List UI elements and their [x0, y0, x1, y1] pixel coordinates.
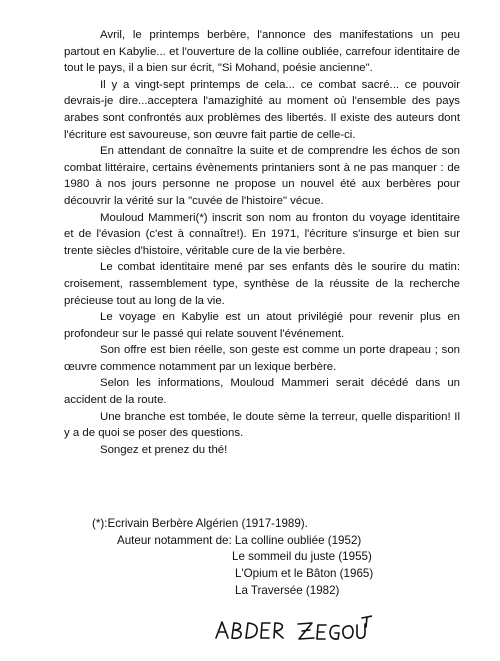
article-body — [64, 27, 460, 458]
paragraph-1: Avril, le printemps berbère, l'annonce des manifestations un peu partout en Kabylie... et l'ouverture de la colline oubliée, carrefour identitaire de tout le pays, il a bien sur écrit, "Si Mohand, poésie ancienne". — [64, 29, 460, 75]
footnote-work: Le sommeil du juste (1955) — [232, 550, 372, 564]
paragraph-9: Une branche est tombée, le doute sème la terreur, quelle disparition! Il y a de quoi se poser des questions. — [64, 410, 460, 440]
paragraph-3: En attendant de connaître la suite et de comprendre les échos de son combat littéraire, certains évènements printaniers sont à ne pas manquer : de 1980 à nos jours personne ne propose un nouvel été aux berbères pour découvrir la vérité sur la "cuvée de l'histoire" vécue. — [64, 145, 460, 207]
handwritten-signature — [212, 612, 372, 648]
paragraph-7: Son offre est bien réelle, son geste est comme un porte drapeau ; son œuvre commence notamment par un lexique berbère. — [64, 344, 460, 373]
paragraph-2: Il y a vingt-sept printemps de cela... ce combat sacré... ce pouvoir devrais-je dire...acceptera l'amazighité au moment où l'ensemble des pays arabes sont confrontés aux problèmes des libertés. Il existe des auteurs dont l'écriture est savoureuse, son œuvre fait partie de celle-ci. — [64, 78, 460, 141]
paragraph-6: Le voyage en Kabylie est un atout privilégié pour revenir plus en profondeur sur le passé qui relate souvent l'événement. — [64, 311, 460, 340]
paragraph-4: Mouloud Mammeri(*) inscrit son nom au fronton du voyage identitaire et de l'évasion (c'est à connaître!). En 1971, l'écriture s'insurge et bien sur trente siècles d'histoire, véritable cure de la vie berbère. — [64, 211, 460, 257]
footnote-intro: (*):Ecrivain Berbère Algérien (1917-1989). — [92, 517, 308, 530]
footnote-work: L'Opium et le Bâton (1965) — [235, 567, 374, 581]
footnote-author-line: Auteur notamment de: La colline oubliée (1952) — [117, 533, 362, 547]
paragraph-5: Le combat identitaire mené par ses enfants dès le sourire du matin: croisement, rassemblement type, synthèse de la réussite de la recherche précieuse tout au long de la vie. — [64, 261, 460, 307]
paragraph-8: Selon les informations, Mouloud Mammeri serait décédé dans un accident de la route. — [64, 377, 460, 407]
footnote-block — [92, 516, 452, 600]
signature-drawing — [212, 612, 372, 648]
paragraph-10: Songez et prenez du thé! — [100, 443, 228, 456]
footnote-work: La Traversée (1982) — [235, 583, 340, 597]
